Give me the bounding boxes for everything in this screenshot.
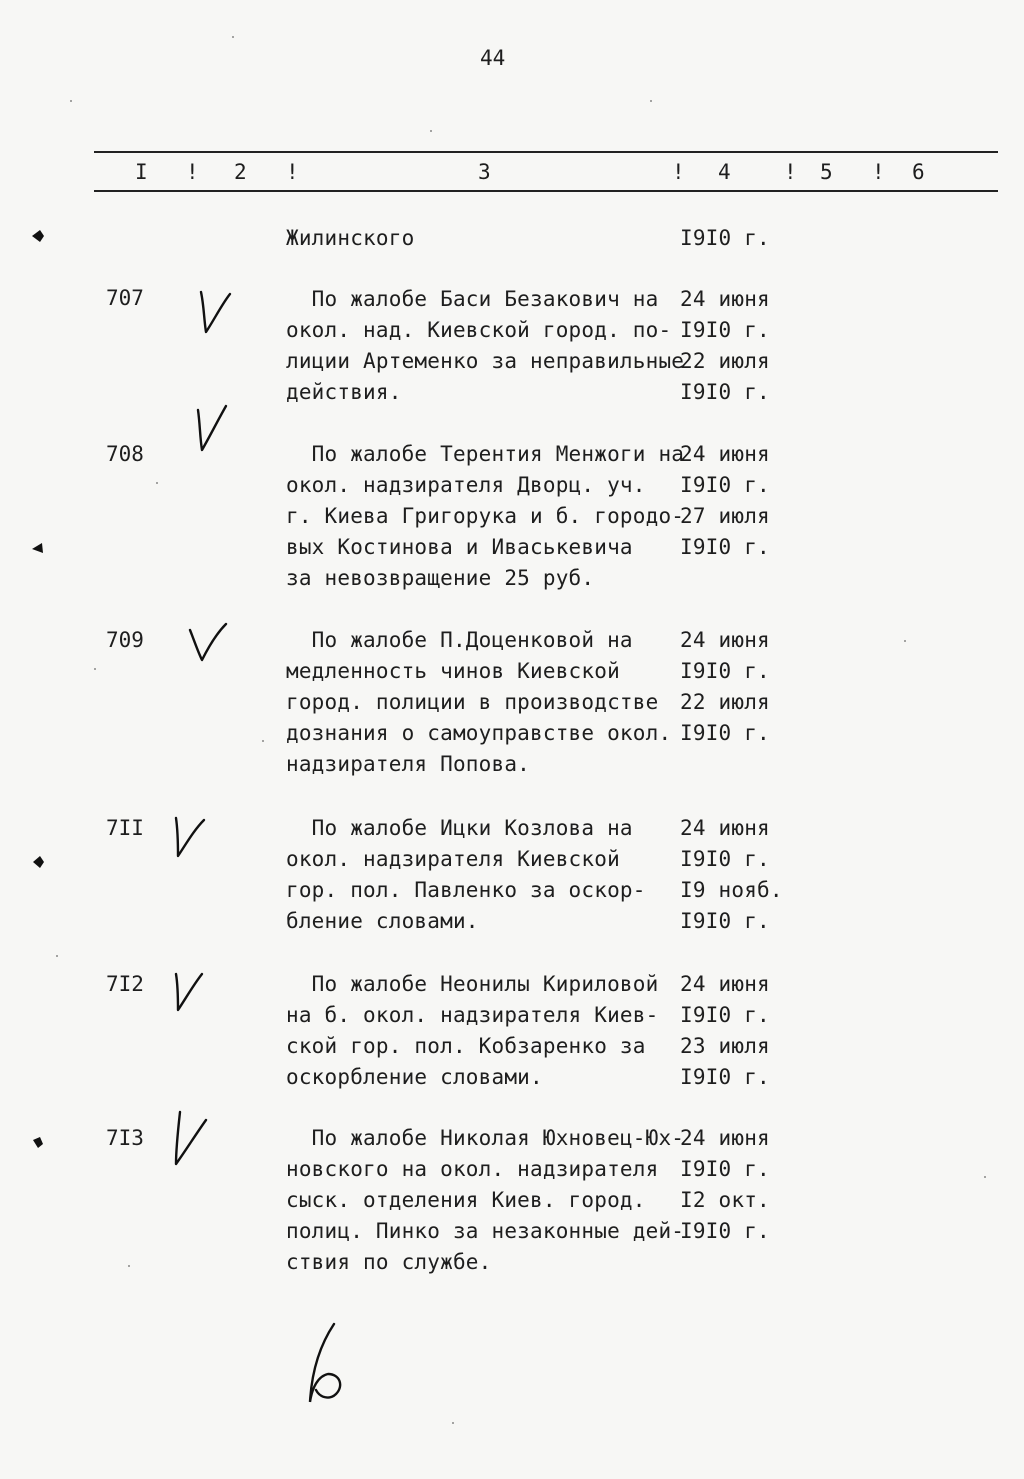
entry-text-line: ствия по службе. bbox=[286, 1250, 492, 1274]
header-separator-2: ! bbox=[286, 160, 299, 184]
table-header-rule bbox=[94, 190, 998, 192]
continuation-text: Жилинского bbox=[286, 226, 415, 250]
handwritten-folio-number bbox=[304, 1318, 354, 1410]
entry-text-line: окол. над. Киевской город. по- bbox=[286, 318, 672, 342]
entry-date: 22 июля bbox=[680, 690, 770, 714]
entry-date: 23 июля bbox=[680, 1034, 770, 1058]
scan-speck bbox=[156, 482, 158, 484]
header-separator-5: ! bbox=[872, 160, 885, 184]
entry-text-line: медленность чинов Киевской bbox=[286, 659, 620, 683]
scan-speck bbox=[452, 1422, 454, 1424]
entry-text-line: вых Костинова и Иваськевича bbox=[286, 535, 633, 559]
check-mark-icon bbox=[196, 286, 236, 336]
entry-number: 7I3 bbox=[106, 1126, 144, 1150]
entry-date: 24 июня bbox=[680, 816, 770, 840]
entry-text-line: По жалобе Терентия Менжоги на bbox=[286, 442, 685, 466]
entry-date: 24 июня bbox=[680, 1126, 770, 1150]
entry-text-line: По жалобе Неонилы Кириловой bbox=[286, 972, 659, 996]
scan-speck bbox=[984, 1176, 986, 1178]
entry-number: 709 bbox=[106, 628, 144, 652]
scan-speck bbox=[430, 130, 432, 132]
entry-text-line: окол. надзирателя Киевской bbox=[286, 847, 620, 871]
entry-text-line: действия. bbox=[286, 380, 402, 404]
entry-text-line: гор. пол. Павленко за оскор- bbox=[286, 878, 646, 902]
header-separator-4: ! bbox=[784, 160, 797, 184]
entry-text-line: оскорбление словами. bbox=[286, 1065, 543, 1089]
header-separator-1: ! bbox=[186, 160, 199, 184]
entry-number: 708 bbox=[106, 442, 144, 466]
entry-text-line: надзирателя Попова. bbox=[286, 752, 531, 776]
entry-number: 7I2 bbox=[106, 972, 144, 996]
entry-date: 24 июня bbox=[680, 628, 770, 652]
entry-text-line: По жалобе Баси Безакович на bbox=[286, 287, 659, 311]
entry-text-line: По жалобе Ицки Козлова на bbox=[286, 816, 633, 840]
scan-speck bbox=[262, 740, 264, 742]
check-mark-icon bbox=[168, 1106, 212, 1170]
scan-speck bbox=[232, 36, 234, 38]
entry-date: 22 июля bbox=[680, 349, 770, 373]
table-top-rule bbox=[94, 151, 998, 153]
scan-speck bbox=[128, 1265, 130, 1267]
header-col-2: 2 bbox=[234, 160, 247, 184]
binder-hole-icon bbox=[30, 540, 46, 556]
entry-text-line: По жалобе П.Доценковой на bbox=[286, 628, 633, 652]
binder-hole-icon bbox=[30, 228, 46, 244]
entry-text-line: новского на окол. надзирателя bbox=[286, 1157, 659, 1181]
entry-date: 24 июня bbox=[680, 287, 770, 311]
header-col-6: 6 bbox=[912, 160, 925, 184]
entry-date: I9I0 г. bbox=[680, 847, 770, 871]
entry-text-line: лиции Артеменко за неправильные bbox=[286, 349, 685, 373]
scan-speck bbox=[904, 640, 906, 642]
page-number: 44 bbox=[480, 46, 506, 70]
binder-hole-icon bbox=[30, 1134, 46, 1150]
entry-date: I9I0 г. bbox=[680, 1003, 770, 1027]
entry-date: 24 июня bbox=[680, 972, 770, 996]
entry-date: 24 июня bbox=[680, 442, 770, 466]
entry-text-line: дознания о самоуправстве окол. bbox=[286, 721, 672, 745]
scan-speck bbox=[94, 668, 96, 670]
header-col-1: I bbox=[135, 160, 148, 184]
entry-text-line: полиц. Пинко за незаконные дей- bbox=[286, 1219, 685, 1243]
entry-date: I2 окт. bbox=[680, 1188, 770, 1212]
check-mark-icon bbox=[192, 400, 232, 454]
check-mark-icon bbox=[170, 968, 208, 1014]
header-col-4: 4 bbox=[718, 160, 731, 184]
check-mark-icon bbox=[170, 812, 210, 860]
entry-date: I9I0 г. bbox=[680, 909, 770, 933]
entry-number: 7II bbox=[106, 816, 144, 840]
entry-text-line: По жалобе Николая Юхновец-Юх- bbox=[286, 1126, 685, 1150]
binder-hole-icon bbox=[30, 854, 46, 870]
entry-text-line: на б. окол. надзирателя Киев- bbox=[286, 1003, 659, 1027]
entry-text-line: город. полиции в производстве bbox=[286, 690, 659, 714]
entry-date: I9I0 г. bbox=[680, 473, 770, 497]
header-col-5: 5 bbox=[820, 160, 833, 184]
entry-number: 707 bbox=[106, 286, 144, 310]
entry-date: I9I0 г. bbox=[680, 1219, 770, 1243]
entry-date: I9I0 г. bbox=[680, 380, 770, 404]
entry-text-line: за невозвращение 25 руб. bbox=[286, 566, 595, 590]
entry-date: I9I0 г. bbox=[680, 659, 770, 683]
header-col-3: 3 bbox=[478, 160, 491, 184]
entry-text-line: окол. надзирателя Дворц. уч. bbox=[286, 473, 646, 497]
entry-text-line: бление словами. bbox=[286, 909, 479, 933]
scan-speck bbox=[70, 100, 72, 102]
entry-text-line: г. Киева Григорука и б. городо- bbox=[286, 504, 685, 528]
continuation-date: I9I0 г. bbox=[680, 226, 770, 250]
entry-date: I9I0 г. bbox=[680, 1157, 770, 1181]
entry-text-line: сыск. отделения Киев. город. bbox=[286, 1188, 646, 1212]
entry-date: I9I0 г. bbox=[680, 721, 770, 745]
scan-speck bbox=[56, 955, 58, 957]
entry-date: I9I0 г. bbox=[680, 1065, 770, 1089]
entry-date: I9 нояб. bbox=[680, 878, 783, 902]
entry-date: 27 июля bbox=[680, 504, 770, 528]
entry-date: I9I0 г. bbox=[680, 535, 770, 559]
scan-speck bbox=[650, 100, 652, 102]
entry-date: I9I0 г. bbox=[680, 318, 770, 342]
header-separator-3: ! bbox=[672, 160, 685, 184]
entry-text-line: ской гор. пол. Кобзаренко за bbox=[286, 1034, 646, 1058]
check-mark-icon bbox=[184, 620, 232, 664]
